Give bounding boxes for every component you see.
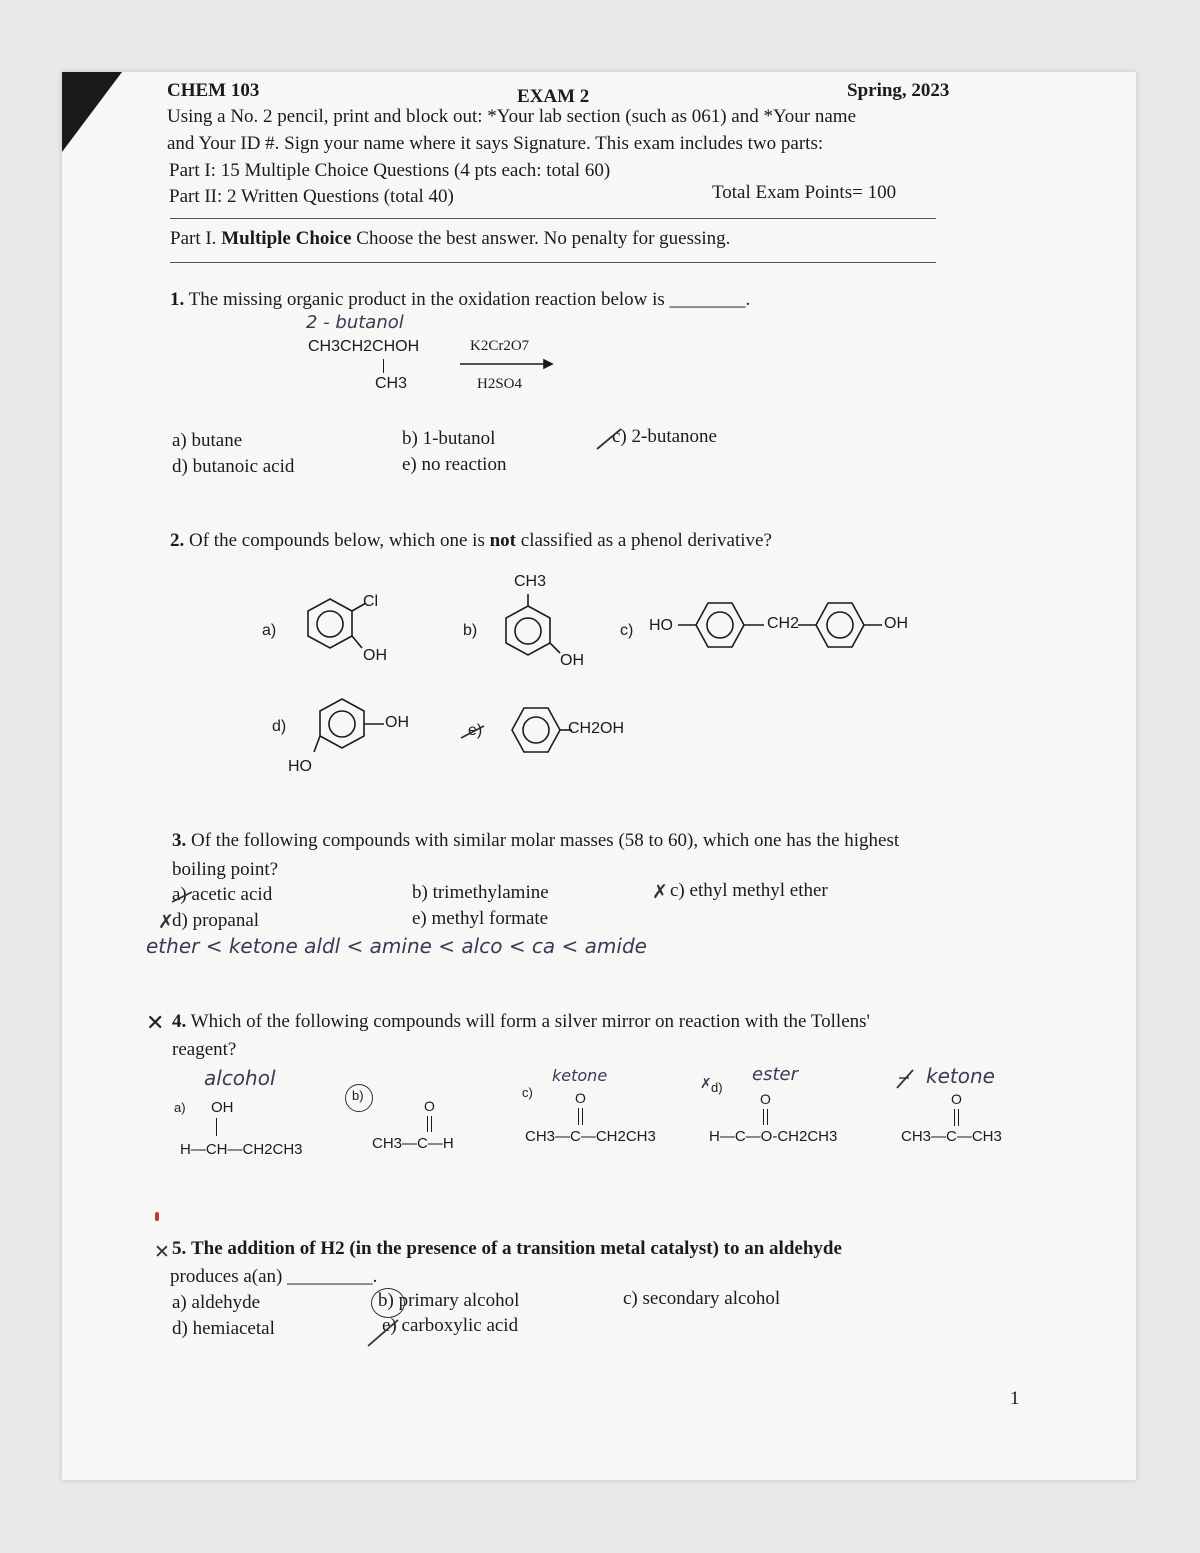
q1-text: The missing organic product in the oxidation reaction below is ________. bbox=[188, 289, 751, 310]
q3-option-a: a) acetic acid bbox=[172, 884, 273, 905]
q5-option-e: e) carboxylic acid bbox=[382, 1315, 519, 1336]
q4-answer-mark bbox=[893, 1066, 919, 1092]
q2-prompt bbox=[170, 530, 772, 552]
q1-answer-mark bbox=[595, 425, 625, 453]
exam-title: EXAM 2 bbox=[517, 86, 590, 107]
q5-option-c: c) secondary alcohol bbox=[623, 1288, 781, 1309]
q1-bond bbox=[383, 359, 384, 373]
q1-reagent-top: K2Cr2O7 bbox=[470, 338, 530, 354]
q4-label-b: b) bbox=[352, 1088, 364, 1103]
q2-a-chlorine: Cl bbox=[363, 593, 379, 610]
q3-cross-c: ✗ bbox=[652, 881, 668, 903]
part-2-info: Part II: 2 Written Questions (total 40) bbox=[169, 186, 454, 207]
q4-e-oxygen: O bbox=[951, 1091, 962, 1107]
q1-handwriting: 2 - butanol bbox=[306, 312, 404, 333]
q3-line-1: Of the following compounds with similar molar masses (58 to 60), which one has the highest bbox=[191, 830, 900, 851]
q4-d-chain: H—C—O-CH2CH3 bbox=[709, 1128, 838, 1145]
instructions-line-2: and Your ID #. Sign your name where it says Signature. This exam includes two parts: bbox=[167, 133, 824, 154]
q4-label-a: a) bbox=[174, 1100, 186, 1115]
total-points: Total Exam Points= 100 bbox=[712, 182, 897, 203]
q2-a-hydroxyl: OH bbox=[363, 647, 387, 664]
section-title: Multiple Choice bbox=[221, 228, 352, 249]
part-1-info: Part I: 15 Multiple Choice Questions (4 pts each: total 60) bbox=[169, 160, 611, 181]
q4-cross-mark: ✕ bbox=[146, 1010, 165, 1035]
exam-term: Spring, 2023 bbox=[847, 80, 950, 101]
page-number: 1 bbox=[1010, 1388, 1020, 1409]
q2-d-hydroxyl: OH bbox=[385, 714, 409, 731]
q5-option-b: b) primary alcohol bbox=[378, 1290, 520, 1311]
q4-a-hydroxyl: OH bbox=[211, 1099, 234, 1116]
q5-line-1: The addition of H2 (in the presence of a transition metal catalyst) to an aldehyde bbox=[191, 1238, 842, 1259]
q5-line-2: produces a(an) _________. bbox=[170, 1266, 378, 1287]
divider-top bbox=[170, 218, 936, 219]
q1-reaction-arrow bbox=[458, 358, 554, 370]
q2-c-methylene: CH2 bbox=[767, 615, 800, 632]
q3-line-2: boiling point? bbox=[172, 859, 279, 880]
q4-a-chain: H—CH—CH2CH3 bbox=[180, 1141, 303, 1158]
q4-e-chain: CH3—C—CH3 bbox=[901, 1128, 1002, 1145]
q2-c-left-hydroxyl: HO bbox=[649, 617, 673, 634]
q4-note-ketone-e: ketone bbox=[926, 1064, 995, 1088]
q5-cross-mark: ✕ bbox=[154, 1242, 170, 1263]
q5-option-a: a) aldehyde bbox=[172, 1292, 261, 1313]
q3-option-b: b) trimethylamine bbox=[412, 882, 549, 903]
q4-prompt bbox=[172, 1011, 870, 1033]
q4-note-ketone-c: ketone bbox=[552, 1066, 608, 1085]
section-prefix: Part I. bbox=[170, 228, 217, 249]
q1-option-e: e) no reaction bbox=[402, 454, 507, 475]
q3-option-c: c) ethyl methyl ether bbox=[670, 880, 828, 901]
q4-note-alcohol: alcohol bbox=[204, 1066, 276, 1090]
q1-reactant: CH3CH2CHOH bbox=[308, 338, 420, 355]
q4-c-oxygen: O bbox=[575, 1090, 586, 1106]
q1-substituent: CH3 bbox=[375, 375, 408, 392]
q2-b-hydroxyl: OH bbox=[560, 652, 584, 669]
q4-line-1: Which of the following compounds will form a silver mirror on reaction with the Tollens' bbox=[190, 1011, 870, 1032]
q3-cross-d: ✗ bbox=[158, 911, 174, 933]
q2-label-c: c) bbox=[620, 622, 634, 639]
q1-number: 1. bbox=[170, 289, 185, 310]
section-heading bbox=[170, 228, 730, 250]
q4-b-double-bond bbox=[427, 1116, 428, 1132]
q5-option-d: d) hemiacetal bbox=[172, 1318, 275, 1339]
section-text: Choose the best answer. No penalty for guessing. bbox=[356, 228, 731, 249]
q4-c-double-bond bbox=[578, 1108, 579, 1125]
divider-bottom bbox=[170, 262, 936, 263]
course-code: CHEM 103 bbox=[167, 80, 260, 101]
q4-d-double-bond bbox=[763, 1109, 764, 1125]
q2-c-right-hydroxyl: OH bbox=[884, 615, 908, 632]
instructions-line-1: Using a No. 2 pencil, print and block out: *Your lab section (such as 061) and *Your name bbox=[167, 106, 857, 127]
page-corner-shadow bbox=[62, 72, 122, 152]
q2-label-d: d) bbox=[272, 718, 287, 735]
q2-d-left-hydroxyl: HO bbox=[288, 758, 312, 775]
q4-c-chain: CH3—C—CH2CH3 bbox=[525, 1128, 656, 1145]
q4-b-chain: CH3—C—H bbox=[372, 1135, 454, 1152]
q4-note-ester: ester bbox=[752, 1064, 798, 1085]
q2-text-post: classified as a phenol derivative? bbox=[520, 530, 772, 551]
q3-option-d: d) propanal bbox=[172, 910, 260, 931]
q5-prompt bbox=[172, 1238, 842, 1260]
q5-strike-mark bbox=[364, 1316, 404, 1350]
q2-text-pre: Of the compounds below, which one is bbox=[189, 530, 485, 551]
q2-number: 2. bbox=[170, 530, 185, 551]
q4-a-bond bbox=[216, 1118, 217, 1136]
q2-text-bold: not bbox=[489, 530, 517, 551]
q1-option-d: d) butanoic acid bbox=[172, 456, 295, 477]
q4-e-double-bond bbox=[954, 1109, 955, 1126]
q2-b-methyl: CH3 bbox=[514, 573, 547, 590]
red-ink-mark bbox=[155, 1212, 159, 1221]
q4-b-oxygen: O bbox=[424, 1098, 435, 1114]
q1-option-b: b) 1-butanol bbox=[402, 428, 496, 449]
q2-label-e: e) bbox=[468, 722, 483, 739]
q4-d-oxygen: O bbox=[760, 1091, 771, 1107]
q1-prompt bbox=[170, 289, 750, 311]
q3-handwriting: ether < ketone aldl < amine < alco < ca < amide bbox=[146, 934, 647, 958]
q4-label-c: c) bbox=[522, 1085, 533, 1100]
q4-line-2: reagent? bbox=[172, 1039, 237, 1060]
q2-label-b: b) bbox=[463, 622, 478, 639]
q1-option-a: a) butane bbox=[172, 430, 243, 451]
q4-cross-d: ✗ bbox=[700, 1076, 712, 1092]
q3-option-e: e) methyl formate bbox=[412, 908, 549, 929]
q1-option-c: c) 2-butanone bbox=[612, 426, 717, 447]
q5-number: 5. bbox=[172, 1238, 187, 1259]
q2-answer-mark bbox=[458, 722, 488, 742]
q4-number: 4. bbox=[172, 1011, 187, 1032]
q3-prompt bbox=[172, 830, 899, 852]
q2-e-hydroxymethyl: CH2OH bbox=[568, 720, 625, 737]
q3-answer-mark bbox=[168, 884, 198, 908]
q1-reagent-bottom: H2SO4 bbox=[477, 376, 523, 392]
q2-label-a: a) bbox=[262, 622, 277, 639]
q3-number: 3. bbox=[172, 830, 187, 851]
q4-label-d: d) bbox=[711, 1080, 723, 1095]
